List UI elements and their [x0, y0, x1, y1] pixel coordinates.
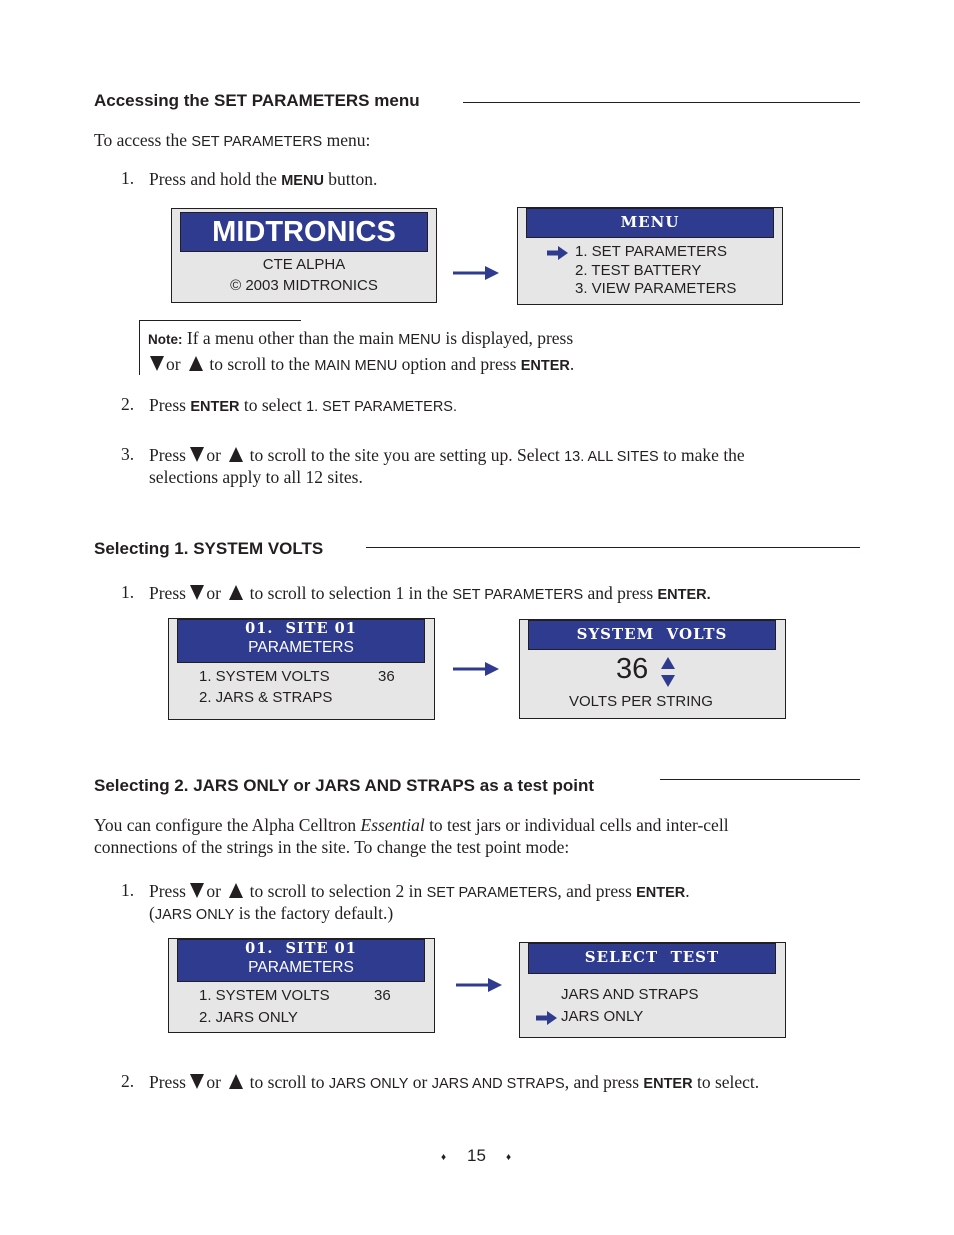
down-arrow-icon — [190, 1074, 204, 1089]
up-arrow-icon — [229, 585, 243, 600]
section-heading-jars: Selecting 2. JARS ONLY or JARS AND STRAPS as a test point — [94, 776, 595, 795]
note-bar — [139, 320, 140, 375]
menu-item[interactable]: 2. TEST BATTERY — [575, 262, 702, 279]
intro-paragraph: To access the SET PARAMETERS menu: — [94, 130, 371, 150]
note-bar-top — [139, 320, 301, 321]
step-1-text: Press or to scroll to selection 1 in the SET PARAMETERS and press ENTER. — [149, 583, 711, 603]
volts-caption: VOLTS PER STRING — [569, 693, 713, 710]
note-line-1: Note: If a menu other than the main MENU is displayed, press — [148, 328, 574, 348]
menu-item[interactable]: JARS ONLY — [561, 1008, 644, 1025]
page-dot-left: ♦ — [441, 1152, 447, 1163]
step-2-text: Press ENTER to select 1. SET PARAMETERS. — [149, 395, 458, 415]
lcd-screen-system-volts — [519, 619, 786, 719]
step-number: 2. — [121, 1071, 135, 1091]
step-number: 3. — [121, 444, 135, 464]
screen-title-bar — [177, 619, 425, 663]
selection-arrow-icon — [547, 246, 569, 260]
step-1-text: Press and hold the MENU button. — [149, 169, 378, 189]
section-heading-system-volts: Selecting 1. SYSTEM VOLTS — [94, 539, 324, 558]
lcd-screen-parameters — [168, 938, 435, 1033]
intro-paragraph-line-2: connections of the strings in the site. To change the test point mode: — [94, 837, 570, 857]
midtronics-logo-text: MIDTRONICS — [212, 216, 396, 248]
intro-paragraph-line-1: You can configure the Alpha Celltron Essential to test jars or individual cells and inter-cell — [94, 815, 729, 835]
down-arrow-icon — [150, 356, 164, 371]
parameters-title: PARAMETERS — [248, 959, 354, 976]
up-arrow-icon — [229, 1074, 243, 1089]
heading-rule — [366, 547, 860, 548]
lcd-screen-menu — [517, 207, 783, 305]
volts-value: 36 — [616, 653, 649, 685]
menu-item[interactable]: 1. SET PARAMETERS — [575, 243, 727, 260]
parameters-title: PARAMETERS — [248, 639, 354, 656]
up-arrow-icon — [229, 883, 243, 898]
lcd-screen-midtronics — [171, 208, 437, 303]
menu-item[interactable]: 2. JARS ONLY — [199, 1009, 298, 1026]
lcd-screen-select-test — [519, 942, 786, 1038]
menu-item[interactable]: 3. VIEW PARAMETERS — [575, 280, 737, 297]
section-heading-accessing: Accessing the SET PARAMETERS menu — [94, 91, 420, 110]
screen-title-bar: MENU — [526, 208, 774, 238]
menu-item[interactable]: 1. SYSTEM VOLTS — [199, 987, 330, 1004]
selection-arrow-icon — [536, 1011, 558, 1025]
down-arrow-icon — [190, 883, 204, 898]
down-arrow-icon — [190, 585, 204, 600]
step-number: 1. — [121, 880, 135, 900]
up-arrow-icon — [229, 447, 243, 462]
step-number: 1. — [121, 168, 135, 188]
step-3-text: Press or to scroll to the site you are setting up. Select 13. ALL SITES to make the — [149, 445, 745, 465]
up-arrow-icon — [189, 356, 203, 371]
step-number: 1. — [121, 582, 135, 602]
menu-item-value: 36 — [378, 668, 395, 685]
screen-title-bar: SYSTEM VOLTS — [528, 620, 776, 650]
step-1-text: Press or to scroll to selection 2 in SET PARAMETERS, and press ENTER. — [149, 881, 690, 901]
right-arrow-icon — [453, 265, 501, 281]
menu-item[interactable]: JARS AND STRAPS — [561, 986, 699, 1003]
page-dot-right: ♦ — [506, 1152, 512, 1163]
heading-rule — [660, 779, 860, 780]
heading-rule — [463, 102, 860, 103]
step-3-text-line-2: selections apply to all 12 sites. — [149, 467, 363, 487]
note-label: Note: — [148, 332, 183, 347]
screen-title-bar: SELECT TEST — [528, 943, 776, 974]
step-1-text-line-2: (JARS ONLY is the factory default.) — [149, 903, 394, 923]
menu-item[interactable]: 1. SYSTEM VOLTS — [199, 668, 330, 685]
menu-item-value: 36 — [374, 987, 391, 1004]
lcd-screen-parameters — [168, 618, 435, 720]
screen-line: © 2003 MIDTRONICS — [230, 277, 378, 294]
note-line-2: or to scroll to the MAIN MENU option and press ENTER. — [150, 353, 574, 377]
step-number: 2. — [121, 394, 135, 414]
page-number: 15 — [467, 1146, 486, 1165]
right-arrow-icon — [456, 977, 504, 993]
right-arrow-icon — [453, 661, 501, 677]
screen-line: CTE ALPHA — [262, 256, 346, 273]
screen-title-bar — [177, 939, 425, 982]
site-title: 01. SITE 01 — [245, 620, 357, 637]
site-title: 01. SITE 01 — [245, 940, 357, 957]
down-arrow-icon — [190, 447, 204, 462]
menu-item[interactable]: 2. JARS & STRAPS — [199, 689, 333, 706]
up-down-arrows-icon[interactable] — [660, 657, 676, 689]
step-2-text: Press or to scroll to JARS ONLY or JARS AND STRAPS, and press ENTER to select. — [149, 1072, 760, 1092]
screen-title-bar — [180, 212, 428, 252]
